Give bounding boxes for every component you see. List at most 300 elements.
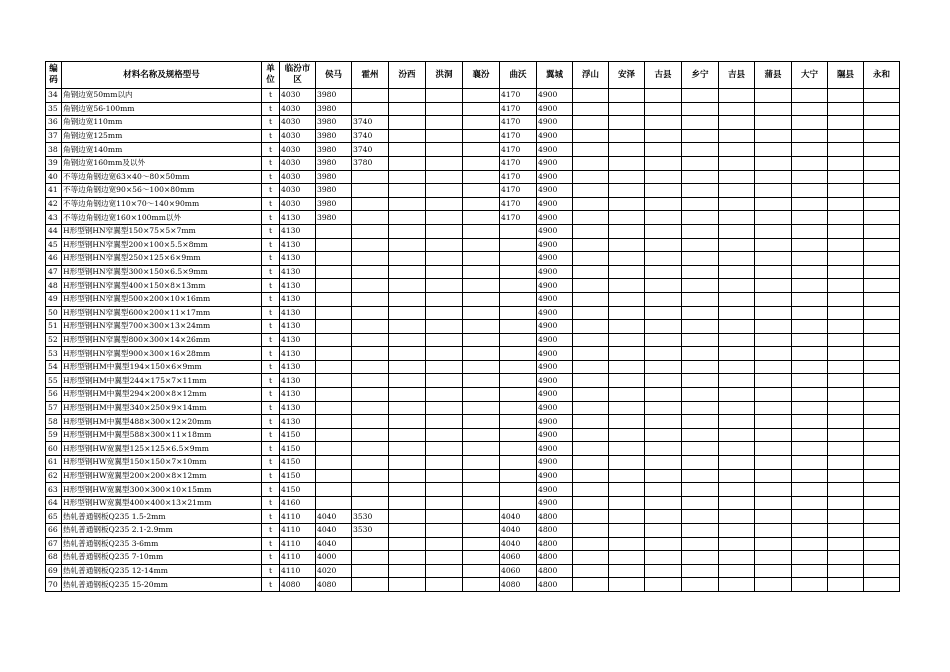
price-cell [500,279,537,293]
price-cell [573,252,609,266]
price-cell: 4130 [280,347,316,361]
price-cell [426,469,463,483]
row-unit: t [262,292,280,306]
price-cell [645,469,682,483]
price-cell [426,428,463,442]
price-cell [389,211,426,225]
price-cell [500,428,537,442]
header-region: 侯马 [316,62,352,89]
price-cell: 4130 [280,320,316,334]
price-cell [864,347,900,361]
price-cell [316,442,352,456]
table-row [46,156,900,170]
price-cell [828,211,864,225]
price-cell: 4900 [537,320,573,334]
price-cell [828,116,864,130]
row-code: 56 [46,388,62,402]
price-cell [609,360,645,374]
price-cell: 4030 [280,89,316,103]
price-cell [426,578,463,592]
price-cell: 4080 [316,578,352,592]
price-cell [609,89,645,103]
price-cell: 4080 [500,578,537,592]
price-cell [719,102,755,116]
price-cell [389,401,426,415]
header-region: 乡宁 [682,62,719,89]
table-row [46,496,900,510]
price-cell [719,292,755,306]
price-cell [719,156,755,170]
price-cell [645,306,682,320]
price-cell [463,292,500,306]
price-cell [609,551,645,565]
table-row [46,428,900,442]
price-cell [609,578,645,592]
price-cell [573,428,609,442]
price-cell [864,89,900,103]
price-cell [792,469,828,483]
price-cell [426,279,463,293]
price-cell [426,156,463,170]
price-cell [316,306,352,320]
price-cell: 3980 [316,197,352,211]
price-cell [463,483,500,497]
price-cell [609,184,645,198]
price-cell [389,360,426,374]
material-name: H形型钢HM中翼型294×200×8×12mm [62,388,262,402]
price-cell [389,197,426,211]
table-row [46,89,900,103]
price-cell: 4800 [537,564,573,578]
row-unit: t [262,279,280,293]
table-row [46,224,900,238]
price-cell [609,374,645,388]
header-region: 隰县 [828,62,864,89]
price-cell: 4110 [280,551,316,565]
price-cell [645,496,682,510]
row-code: 43 [46,211,62,225]
price-cell [500,483,537,497]
price-cell [719,496,755,510]
price-cell [573,551,609,565]
price-cell [573,129,609,143]
price-cell: 3740 [352,129,389,143]
material-name: H形型钢HN窄翼型400×150×8×13mm [62,279,262,293]
price-cell [864,524,900,538]
price-cell [500,224,537,238]
price-cell [573,578,609,592]
price-cell [828,510,864,524]
table-row [46,510,900,524]
price-cell [463,415,500,429]
price-cell [609,156,645,170]
price-cell [352,347,389,361]
price-cell [352,89,389,103]
price-cell [755,524,792,538]
price-cell [463,374,500,388]
price-cell [719,551,755,565]
price-cell: 3530 [352,510,389,524]
price-cell [755,442,792,456]
price-cell [719,524,755,538]
price-cell [573,197,609,211]
price-cell [426,306,463,320]
table-row [46,252,900,266]
price-cell [864,320,900,334]
price-cell [719,320,755,334]
row-code: 53 [46,347,62,361]
price-cell: 4170 [500,143,537,157]
material-name: 角钢边宽110mm [62,116,262,130]
price-cell [426,564,463,578]
price-cell [463,428,500,442]
price-cell [389,483,426,497]
header-region: 浮山 [573,62,609,89]
header-name: 材料名称及规格型号 [62,62,262,89]
price-cell [792,333,828,347]
row-code: 63 [46,483,62,497]
price-cell [573,347,609,361]
price-cell: 4900 [537,224,573,238]
price-cell [573,401,609,415]
price-cell [352,279,389,293]
price-cell [755,184,792,198]
price-cell [828,333,864,347]
price-cell [463,551,500,565]
price-cell [792,238,828,252]
price-cell [352,184,389,198]
price-cell: 4800 [537,524,573,538]
row-unit: t [262,537,280,551]
price-cell [755,156,792,170]
header-region: 洪洞 [426,62,463,89]
price-cell [645,551,682,565]
material-name: H形型钢HM中翼型340×250×9×14mm [62,401,262,415]
price-cell [682,89,719,103]
price-cell [573,456,609,470]
row-unit: t [262,401,280,415]
price-cell: 4900 [537,306,573,320]
row-code: 57 [46,401,62,415]
price-cell [755,483,792,497]
price-cell: 4130 [280,333,316,347]
price-cell [426,252,463,266]
price-cell [682,143,719,157]
price-cell [573,224,609,238]
price-cell: 4170 [500,89,537,103]
row-code: 40 [46,170,62,184]
price-cell [389,184,426,198]
price-cell [792,292,828,306]
price-cell: 4030 [280,156,316,170]
price-cell [573,320,609,334]
price-cell [389,156,426,170]
price-cell: 4900 [537,442,573,456]
price-cell [645,415,682,429]
price-cell [864,252,900,266]
price-cell [609,143,645,157]
price-cell [500,292,537,306]
row-unit: t [262,320,280,334]
price-cell [792,510,828,524]
price-cell [864,374,900,388]
row-unit: t [262,524,280,538]
row-unit: t [262,347,280,361]
price-cell [828,496,864,510]
material-name: 角钢边宽160mm及以外 [62,156,262,170]
price-cell: 4900 [537,252,573,266]
price-cell [609,320,645,334]
price-cell [463,320,500,334]
price-cell: 4900 [537,170,573,184]
row-code: 68 [46,551,62,565]
price-cell [316,238,352,252]
material-name: 热轧普通钢板Q235 12-14mm [62,564,262,578]
price-cell [426,116,463,130]
material-name: 不等边角钢边宽160×100mm以外 [62,211,262,225]
price-cell [755,279,792,293]
price-cell [500,456,537,470]
price-cell [352,428,389,442]
price-cell [864,428,900,442]
price-cell [316,469,352,483]
price-cell [463,279,500,293]
price-cell [645,524,682,538]
price-cell [682,184,719,198]
price-cell [352,292,389,306]
price-cell [682,456,719,470]
price-cell [864,292,900,306]
header-row [46,62,900,89]
price-cell [719,252,755,266]
price-cell [573,116,609,130]
price-cell: 4900 [537,483,573,497]
price-cell [828,415,864,429]
price-cell [792,401,828,415]
price-cell [352,551,389,565]
price-cell [352,415,389,429]
price-cell [389,170,426,184]
price-cell [426,238,463,252]
price-cell [463,211,500,225]
price-cell: 4900 [537,184,573,198]
row-unit: t [262,428,280,442]
price-cell [828,224,864,238]
price-cell [389,102,426,116]
price-cell: 3980 [316,156,352,170]
price-cell [755,510,792,524]
price-cell [426,347,463,361]
price-cell: 4060 [500,564,537,578]
price-cell [316,483,352,497]
price-cell [864,143,900,157]
header-region: 吉县 [719,62,755,89]
price-cell [426,170,463,184]
price-cell [792,551,828,565]
row-unit: t [262,238,280,252]
price-cell [316,496,352,510]
price-cell: 4150 [280,483,316,497]
price-cell [352,224,389,238]
price-cell: 4900 [537,374,573,388]
price-cell [426,333,463,347]
price-cell [426,401,463,415]
price-cell [316,401,352,415]
table-row [46,401,900,415]
price-cell: 3980 [316,143,352,157]
price-cell [755,551,792,565]
price-cell [792,388,828,402]
table-row [46,442,900,456]
price-cell [864,197,900,211]
price-cell [389,428,426,442]
price-cell: 4900 [537,102,573,116]
table-row [46,116,900,130]
row-unit: t [262,89,280,103]
price-cell [316,252,352,266]
price-cell [609,197,645,211]
header-code: 编码 [46,62,62,89]
price-cell [864,306,900,320]
price-cell: 4130 [280,292,316,306]
price-cell [352,456,389,470]
price-cell [463,89,500,103]
price-cell [500,415,537,429]
price-cell [609,469,645,483]
price-cell [864,537,900,551]
price-cell [755,265,792,279]
price-cell [645,102,682,116]
row-unit: t [262,129,280,143]
price-cell: 4110 [280,524,316,538]
material-name: H形型钢HM中翼型244×175×7×11mm [62,374,262,388]
price-cell [755,89,792,103]
price-cell [828,279,864,293]
price-cell [500,347,537,361]
price-cell [755,170,792,184]
price-cell: 4130 [280,279,316,293]
price-cell: 4170 [500,129,537,143]
price-cell [792,428,828,442]
price-cell [828,170,864,184]
row-unit: t [262,374,280,388]
price-cell: 4900 [537,401,573,415]
price-cell: 3980 [316,170,352,184]
price-cell [828,524,864,538]
material-name: 不等边角钢边宽110×70～140×90mm [62,197,262,211]
price-cell [864,388,900,402]
price-cell [719,89,755,103]
price-cell [864,496,900,510]
price-cell [389,442,426,456]
price-cell [352,211,389,225]
table-row [46,388,900,402]
price-cell: 4130 [280,388,316,402]
price-cell [426,496,463,510]
price-cell [352,360,389,374]
row-unit: t [262,211,280,225]
price-cell [316,428,352,442]
price-cell [573,306,609,320]
price-cell [609,510,645,524]
price-cell [792,211,828,225]
material-name: H形型钢HN窄翼型150×75×5×7mm [62,224,262,238]
price-cell [609,306,645,320]
price-cell [573,156,609,170]
price-cell [755,211,792,225]
price-cell [463,197,500,211]
price-cell [719,170,755,184]
table-row [46,279,900,293]
price-cell [792,524,828,538]
price-cell [755,306,792,320]
price-cell [609,265,645,279]
price-cell [792,89,828,103]
price-cell [792,537,828,551]
price-cell [792,184,828,198]
table-row [46,184,900,198]
price-cell [755,238,792,252]
price-cell: 4040 [316,510,352,524]
price-cell [609,442,645,456]
row-code: 34 [46,89,62,103]
price-cell: 4900 [537,333,573,347]
price-cell [828,537,864,551]
price-cell [609,483,645,497]
price-cell [463,524,500,538]
price-cell [352,401,389,415]
price-cell [828,89,864,103]
table-row [46,170,900,184]
header-region: 霍州 [352,62,389,89]
price-cell [463,116,500,130]
price-cell [463,347,500,361]
price-cell [645,184,682,198]
header-region: 曲沃 [500,62,537,89]
price-cell [864,401,900,415]
price-cell: 4040 [316,537,352,551]
price-cell [389,578,426,592]
table-row [46,143,900,157]
price-cell [682,510,719,524]
price-cell: 4130 [280,401,316,415]
header-region: 襄汾 [463,62,500,89]
price-cell: 4130 [280,415,316,429]
price-cell [719,456,755,470]
price-cell [755,224,792,238]
price-cell [864,360,900,374]
price-cell [792,483,828,497]
table-row [46,292,900,306]
price-cell [645,197,682,211]
price-cell [389,238,426,252]
material-name: 热轧普通钢板Q235 7-10mm [62,551,262,565]
price-cell [792,306,828,320]
price-cell [755,388,792,402]
price-cell [609,211,645,225]
price-cell: 3980 [316,102,352,116]
price-cell [463,129,500,143]
price-cell [609,415,645,429]
price-cell [792,360,828,374]
price-cell [828,156,864,170]
price-cell: 4130 [280,265,316,279]
price-cell [755,320,792,334]
price-cell [463,156,500,170]
price-cell [500,360,537,374]
price-cell [573,388,609,402]
price-cell [426,184,463,198]
